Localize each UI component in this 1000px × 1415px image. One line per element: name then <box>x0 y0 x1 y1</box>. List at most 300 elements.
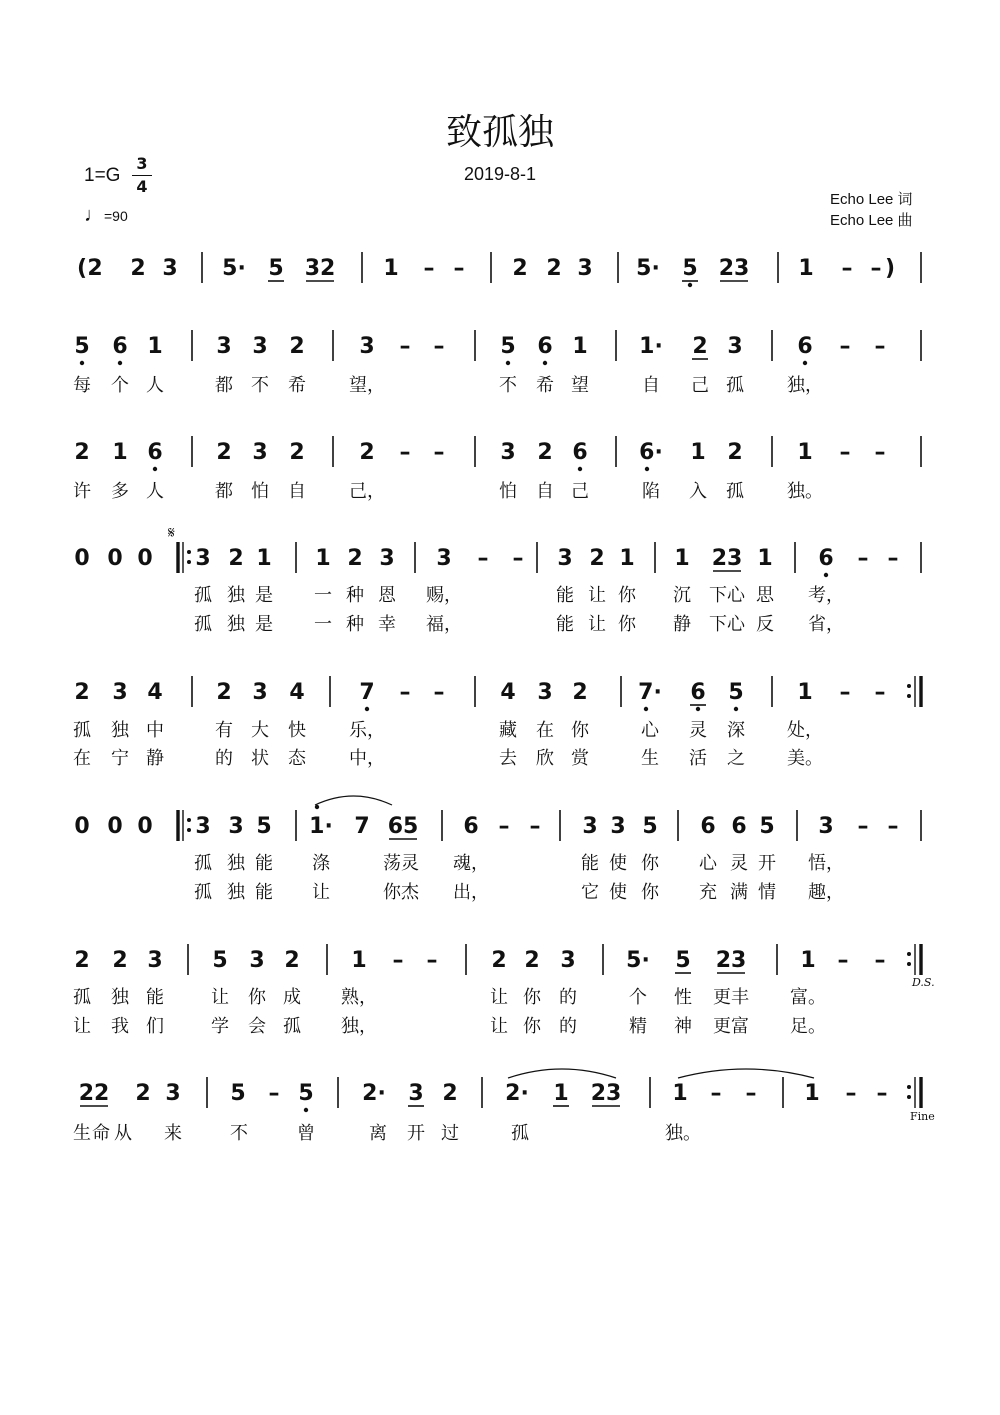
lyric-char: 都 <box>215 481 233 502</box>
note: 2 <box>87 256 103 281</box>
dash-note: – <box>874 680 886 705</box>
octave-dot <box>645 467 649 471</box>
lyric-char: 去 <box>499 748 517 769</box>
note: 2 <box>74 440 90 465</box>
dash-note: – <box>433 334 445 359</box>
slur <box>678 1069 814 1078</box>
lyric-char: 自 <box>536 481 554 502</box>
lyric-char: 们 <box>146 1016 164 1037</box>
repeat-dot <box>907 694 911 698</box>
note: 6 <box>797 334 813 359</box>
lyric-char: 之 <box>727 748 745 769</box>
lyric-char: 怕 <box>251 481 269 502</box>
note: 2 <box>130 256 146 281</box>
lyric-char: 精 <box>629 1016 647 1037</box>
lyric-char: 孤 <box>511 1123 529 1144</box>
note: 5 <box>682 256 698 281</box>
lyric-char: 让 <box>490 1016 508 1037</box>
repeat-dot <box>907 684 911 688</box>
lyric-char: 不 <box>230 1123 248 1144</box>
lyric-char: 有 <box>215 720 233 741</box>
dash-note: – <box>268 1081 280 1106</box>
dash-note: – <box>841 256 853 281</box>
lyric-char: 你 <box>618 585 636 606</box>
lyric-char: 处， <box>787 720 823 741</box>
note: 3 <box>228 814 244 839</box>
dash-note: – <box>845 1081 857 1106</box>
note: 3 <box>147 948 163 973</box>
octave-dot <box>365 707 369 711</box>
note: 6· <box>639 440 663 465</box>
lyric-char: 中， <box>349 748 385 769</box>
note: 1 <box>804 1081 820 1106</box>
lyric-char: 在 <box>73 748 91 769</box>
note: 5 <box>728 680 744 705</box>
dash-note: – <box>874 948 886 973</box>
slur <box>315 796 392 805</box>
note: 6 <box>463 814 479 839</box>
lyric-char: 深 <box>727 720 745 741</box>
lyric-char: 独。 <box>787 481 823 502</box>
lyric-char: 个 <box>111 375 129 396</box>
lyric-char: 活 <box>689 748 707 769</box>
lyric-char: 中 <box>146 720 164 741</box>
lyric-char: 我 <box>111 1016 129 1037</box>
time-signature-bottom: 4 <box>136 177 148 196</box>
note: 3 <box>252 440 268 465</box>
lyric-char: 思 <box>756 585 774 606</box>
note: 2 <box>216 440 232 465</box>
note: 6 <box>537 334 553 359</box>
lyric-char: 满 <box>730 882 748 903</box>
note: 5 <box>675 948 691 973</box>
octave-dot <box>696 707 700 711</box>
lyric-char: 人 <box>146 375 164 396</box>
repeat-dot <box>907 952 911 956</box>
lyric-char: 离 <box>369 1123 387 1144</box>
lyric-char: 独 <box>227 585 245 606</box>
time-signature-top: 3 <box>136 154 148 173</box>
lyric-char: 悟， <box>808 853 844 874</box>
lyric-char: 你 <box>571 720 589 741</box>
note: 6 <box>572 440 588 465</box>
octave-dot <box>824 573 828 577</box>
lyric-char: 你 <box>523 987 541 1008</box>
note: 2 <box>289 440 305 465</box>
octave-dot <box>543 361 547 365</box>
dash-note: – <box>453 256 465 281</box>
lyric-char: 恩 <box>378 585 396 606</box>
repeat-dot <box>187 818 191 822</box>
note: 4 <box>500 680 516 705</box>
note: 0 <box>137 814 153 839</box>
note: 3 <box>582 814 598 839</box>
dash-note: – <box>837 948 849 973</box>
note: 2 <box>512 256 528 281</box>
octave-dot <box>688 283 692 287</box>
lyric-char: 孤 <box>726 481 744 502</box>
note: 6 <box>690 680 706 705</box>
dash-note: – <box>399 440 411 465</box>
lyric-char: 省， <box>808 614 844 635</box>
lyric-char: 熟， <box>341 987 377 1008</box>
dash-note: – <box>874 334 886 359</box>
lyric-char: 让 <box>588 585 606 606</box>
song-date: 2019-8-1 <box>463 164 537 184</box>
note: 1 <box>256 546 272 571</box>
note: 1 <box>315 546 331 571</box>
note: 2 <box>442 1081 458 1106</box>
note: 3 <box>818 814 834 839</box>
lyric-char: 孤 <box>726 375 744 396</box>
repeat-dot <box>907 1095 911 1099</box>
note: 2 <box>135 1081 151 1106</box>
note: 23 <box>590 1081 622 1106</box>
lyric-char: 陷 <box>642 481 660 502</box>
octave-dot <box>803 361 807 365</box>
lyric-char: 生 <box>73 1123 91 1144</box>
dash-note: – <box>887 546 899 571</box>
repeat-dot <box>907 1085 911 1089</box>
lyric-char: 福， <box>426 614 462 635</box>
lyric-char: 充 <box>699 882 717 903</box>
lyric-char: 独 <box>111 987 129 1008</box>
dash-note: – <box>857 814 869 839</box>
song-title: 致孤独 <box>445 112 554 153</box>
lyric-char: 自 <box>642 375 660 396</box>
lyric-char: 让 <box>588 614 606 635</box>
dash-note: – <box>498 814 510 839</box>
note: 1 <box>674 546 690 571</box>
lyric-char: 你 <box>383 882 401 903</box>
lyric-char: 灵 <box>401 853 419 874</box>
lyric-char: 藏 <box>499 720 517 741</box>
note: 6 <box>112 334 128 359</box>
lyric-char: 下心 <box>709 614 745 635</box>
paren: ) <box>884 256 896 281</box>
lyric-char: 孤 <box>194 882 212 903</box>
segno-mark: 𝄋 <box>168 523 175 542</box>
octave-dot <box>734 707 738 711</box>
note: 1 <box>757 546 773 571</box>
note: 1 <box>798 256 814 281</box>
lyric-char: 孤 <box>283 1016 301 1037</box>
note: 1 <box>690 440 706 465</box>
note: 3 <box>249 948 265 973</box>
lyric-char: 曾 <box>297 1123 315 1144</box>
lyric-char: 静 <box>673 614 691 635</box>
note: 3 <box>252 334 268 359</box>
note: 0 <box>107 546 123 571</box>
lyric-char: 趣， <box>808 882 844 903</box>
note: 5 <box>298 1081 314 1106</box>
lyric-char: 孤 <box>194 614 212 635</box>
lyric-char: 独 <box>227 614 245 635</box>
lyric-char: 独， <box>787 375 823 396</box>
lyric-char: 希 <box>536 375 554 396</box>
note: 4 <box>289 680 305 705</box>
lyric-char: 独 <box>227 853 245 874</box>
tempo-value: =90 <box>104 208 128 224</box>
lyric-char: 情 <box>758 882 776 903</box>
note: 2 <box>112 948 128 973</box>
note: 7 <box>359 680 375 705</box>
note: 0 <box>107 814 123 839</box>
lyric-char: 让 <box>73 1016 91 1037</box>
dash-note: – <box>529 814 541 839</box>
note: 3 <box>727 334 743 359</box>
lyricist-credit: Echo Lee 词 <box>830 191 913 208</box>
quarter-note-icon: ♩ <box>84 204 104 226</box>
lyric-char: 人 <box>146 481 164 502</box>
note: 2 <box>692 334 708 359</box>
note: 5 <box>500 334 516 359</box>
lyric-char: 灵 <box>689 720 707 741</box>
note: 1 <box>619 546 635 571</box>
note: 2 <box>74 948 90 973</box>
lyric-char: 一 <box>314 614 332 635</box>
lyric-char: 己， <box>349 481 385 502</box>
note: 1 <box>797 680 813 705</box>
repeat-dot <box>187 550 191 554</box>
note: 4 <box>147 680 163 705</box>
lyric-char: 更富 <box>713 1016 749 1037</box>
note: 5 <box>212 948 228 973</box>
dash-note: – <box>433 680 445 705</box>
lyric-char: 幸 <box>378 614 396 635</box>
note: 2· <box>362 1081 386 1106</box>
octave-dot <box>506 361 510 365</box>
lyric-char: 能 <box>581 853 599 874</box>
note: 3 <box>577 256 593 281</box>
lyric-char: 个 <box>629 987 647 1008</box>
note: 1 <box>797 440 813 465</box>
lyric-char: 静 <box>146 748 164 769</box>
note: 1 <box>572 334 588 359</box>
dash-note: – <box>745 1081 757 1106</box>
dash-note: – <box>887 814 899 839</box>
lyric-char: 从 <box>114 1123 132 1144</box>
note: 3 <box>252 680 268 705</box>
note: 2 <box>589 546 605 571</box>
note: 2 <box>228 546 244 571</box>
lyric-char: 许 <box>73 481 91 502</box>
lyric-char: 望 <box>571 375 589 396</box>
note: 1 <box>383 256 399 281</box>
lyric-char: 神 <box>674 1016 692 1037</box>
lyric-char: 性 <box>674 987 692 1008</box>
lyric-char: 能 <box>255 853 273 874</box>
repeat-dot <box>907 962 911 966</box>
note: 2 <box>727 440 743 465</box>
note: 3 <box>195 814 211 839</box>
dash-note: – <box>710 1081 722 1106</box>
note: 2· <box>505 1081 529 1106</box>
dash-note: – <box>857 546 869 571</box>
lyric-char: 你 <box>523 1016 541 1037</box>
note: 5 <box>256 814 272 839</box>
repeat-dot <box>187 828 191 832</box>
dash-note: – <box>839 680 851 705</box>
note: 2 <box>524 948 540 973</box>
note: 5 <box>268 256 284 281</box>
note: 3 <box>500 440 516 465</box>
lyric-char: 沉 <box>673 585 691 606</box>
note: 3 <box>560 948 576 973</box>
lyric-char: 它 <box>581 882 599 903</box>
note: 3 <box>537 680 553 705</box>
lyric-char: 孤 <box>73 987 91 1008</box>
lyric-char: 更丰 <box>713 987 749 1008</box>
octave-dot <box>80 361 84 365</box>
note: 7· <box>638 680 662 705</box>
note: 2 <box>284 948 300 973</box>
lyric-char: 心 <box>699 853 717 874</box>
dash-note: – <box>839 440 851 465</box>
note: 2 <box>537 440 553 465</box>
note: 7 <box>354 814 370 839</box>
lyric-char: 的 <box>215 748 233 769</box>
note: 6 <box>731 814 747 839</box>
note: 0 <box>74 814 90 839</box>
lyric-char: 望， <box>349 375 385 396</box>
note: 3 <box>557 546 573 571</box>
lyric-char: 你 <box>618 614 636 635</box>
note: 1 <box>147 334 163 359</box>
composer-credit: Echo Lee 曲 <box>830 212 913 229</box>
note: 3 <box>162 256 178 281</box>
lyric-char: 己 <box>691 375 709 396</box>
note: 6 <box>818 546 834 571</box>
lyric-char: 的 <box>559 1016 577 1037</box>
lyric-char: 下心 <box>709 585 745 606</box>
lyric-char: 孤 <box>194 853 212 874</box>
lyric-char: 足。 <box>790 1016 826 1037</box>
lyric-char: 是 <box>255 585 273 606</box>
lyric-char: 种 <box>346 585 364 606</box>
note: 5· <box>626 948 650 973</box>
lyric-char: 乐， <box>349 720 385 741</box>
lyric-char: 让 <box>211 987 229 1008</box>
note: 23 <box>711 546 743 571</box>
lyric-char: 开 <box>407 1123 425 1144</box>
note: 0 <box>74 546 90 571</box>
ds-mark: D.S. <box>912 976 935 989</box>
note: 6 <box>147 440 163 465</box>
lyric-char: 独 <box>227 882 245 903</box>
note: 2 <box>491 948 507 973</box>
lyric-char: 使 <box>609 853 627 874</box>
lyric-char: 魂， <box>453 853 489 874</box>
note: 5 <box>642 814 658 839</box>
lyric-char: 是 <box>255 614 273 635</box>
note: 1 <box>800 948 816 973</box>
lyric-char: 希 <box>288 375 306 396</box>
note: 5 <box>74 334 90 359</box>
lyric-char: 多 <box>111 481 129 502</box>
note: 2 <box>347 546 363 571</box>
octave-dot <box>118 361 122 365</box>
lyric-char: 杰 <box>401 882 419 903</box>
dash-note: – <box>512 546 524 571</box>
paren: ( <box>76 256 88 281</box>
lyric-char: 种 <box>346 614 364 635</box>
note: 5 <box>230 1081 246 1106</box>
note: 3 <box>216 334 232 359</box>
lyric-char: 快 <box>288 720 306 741</box>
lyric-char: 生 <box>641 748 659 769</box>
lyric-char: 能 <box>146 987 164 1008</box>
note: 2 <box>289 334 305 359</box>
octave-dot <box>304 1108 308 1112</box>
lyric-char: 涤 <box>312 853 330 874</box>
dash-note: – <box>392 948 404 973</box>
lyric-char: 使 <box>609 882 627 903</box>
lyric-char: 来 <box>164 1123 182 1144</box>
dash-note: – <box>874 440 886 465</box>
note: 0 <box>137 546 153 571</box>
note: 5· <box>222 256 246 281</box>
lyric-char: 过 <box>441 1123 459 1144</box>
lyric-char: 考， <box>808 585 844 606</box>
lyric-char: 不 <box>499 375 517 396</box>
note: 1· <box>639 334 663 359</box>
note: 1 <box>553 1081 569 1106</box>
note: 22 <box>78 1081 110 1106</box>
lyric-char: 学 <box>211 1016 229 1037</box>
note: 23 <box>718 256 750 281</box>
note: 1 <box>672 1081 688 1106</box>
lyric-char: 灵 <box>730 853 748 874</box>
lyric-char: 美。 <box>787 748 823 769</box>
note: 1 <box>351 948 367 973</box>
lyric-char: 孤 <box>73 720 91 741</box>
note: 3 <box>436 546 452 571</box>
note: 3 <box>359 334 375 359</box>
note: 23 <box>715 948 747 973</box>
note: 2 <box>572 680 588 705</box>
lyric-char: 能 <box>255 882 273 903</box>
lyric-char: 在 <box>536 720 554 741</box>
slur <box>508 1069 616 1078</box>
lyric-char: 赏 <box>571 748 589 769</box>
lyric-char: 反 <box>756 614 774 635</box>
lyric-char: 己 <box>571 481 589 502</box>
lyric-char: 让 <box>312 882 330 903</box>
note: 3 <box>195 546 211 571</box>
note: 2 <box>359 440 375 465</box>
lyric-char: 能 <box>556 585 574 606</box>
octave-dot <box>153 467 157 471</box>
lyric-char: 富。 <box>790 987 826 1008</box>
lyric-char: 怕 <box>499 481 517 502</box>
lyric-char: 心 <box>641 720 659 741</box>
lyric-char: 欣 <box>536 748 554 769</box>
lyric-char: 一 <box>314 585 332 606</box>
note: 5· <box>636 256 660 281</box>
lyric-char: 孤 <box>194 585 212 606</box>
lyric-char: 你 <box>248 987 266 1008</box>
lyric-char: 赐， <box>426 585 462 606</box>
note: 1 <box>112 440 128 465</box>
lyric-char: 状 <box>251 748 269 769</box>
octave-dot <box>578 467 582 471</box>
octave-dot <box>315 805 319 809</box>
dash-note: – <box>399 334 411 359</box>
lyric-char: 成 <box>283 987 301 1008</box>
note: 3 <box>610 814 626 839</box>
note: 2 <box>546 256 562 281</box>
